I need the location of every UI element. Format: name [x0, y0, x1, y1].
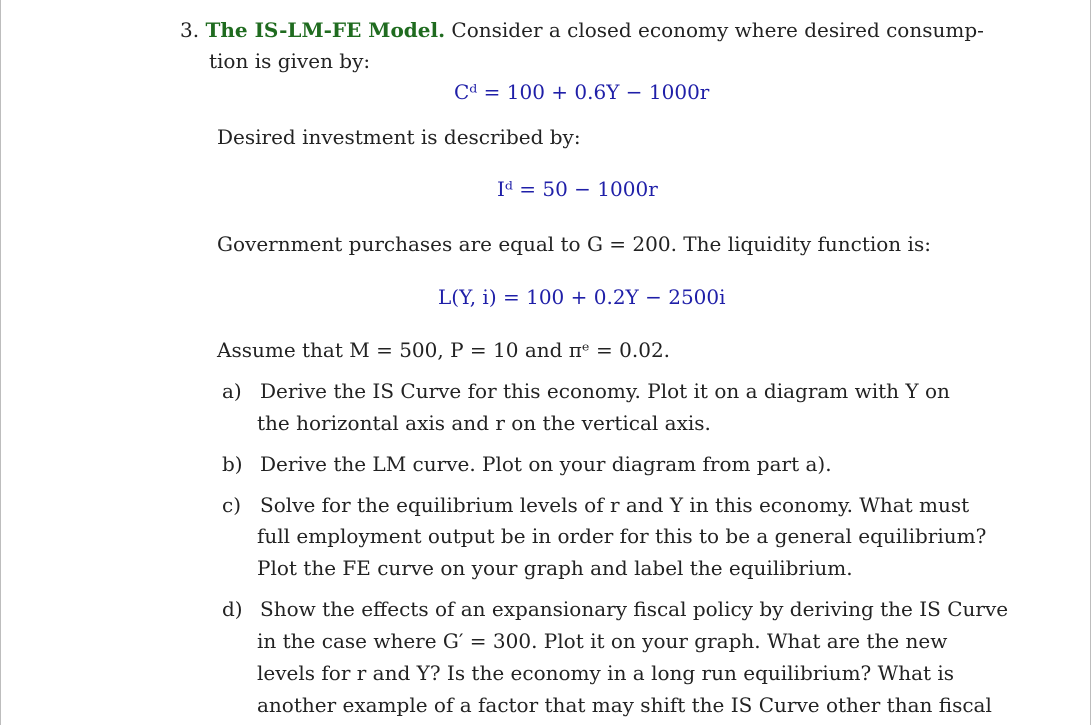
- item-a-line-2: the horizontal axis and r on the vertical axis.: [257, 411, 711, 435]
- intro-line-1: Consider a closed economy where desired consump-: [451, 18, 984, 42]
- item-c-line-1: [222, 491, 969, 519]
- problem-heading: [180, 16, 984, 44]
- page-border-left: [0, 0, 1, 725]
- item-d-line-4: another example of a factor that may shift the IS Curve other than fiscal: [257, 693, 992, 717]
- intro-line-2: tion is given by:: [209, 49, 371, 73]
- investment-equation: Iᵈ = 50 − 1000r: [497, 177, 658, 201]
- item-d-line-3: levels for r and Y? Is the economy in a long run equilibrium? What is: [257, 661, 955, 685]
- item-b-line-1: [222, 450, 832, 478]
- item-b-label: b): [222, 452, 243, 476]
- item-c-label: c): [222, 493, 242, 517]
- item-c-line-3: Plot the FE curve on your graph and label the equilibrium.: [257, 556, 853, 580]
- item-d-text-1: Show the effects of an expansionary fiscal policy by deriving the IS Curve: [260, 597, 1009, 621]
- item-d-label: d): [222, 597, 243, 621]
- consumption-equation: Cᵈ = 100 + 0.6Y − 1000r: [454, 80, 710, 104]
- item-c-text-1: Solve for the equilibrium levels of r and Y in this economy. What must: [260, 493, 970, 517]
- liquidity-equation: L(Y, i) = 100 + 0.2Y − 2500i: [438, 285, 726, 309]
- investment-intro: Desired investment is described by:: [217, 125, 581, 149]
- problem-number: 3.: [180, 18, 200, 42]
- item-a-text-1: Derive the IS Curve for this economy. Plot it on a diagram with Y on: [260, 379, 950, 403]
- item-b-text-1: Derive the LM curve. Plot on your diagram from part a).: [260, 452, 832, 476]
- item-c-line-2: full employment output be in order for this to be a general equilibrium?: [257, 524, 987, 548]
- item-d-line-1: [222, 595, 1008, 623]
- assume-line: Assume that M = 500, P = 10 and πᵉ = 0.02.: [217, 338, 671, 362]
- item-d-line-2: in the case where G′ = 300. Plot it on your graph. What are the new: [257, 629, 948, 653]
- item-a-label: a): [222, 379, 242, 403]
- problem-title: The IS-LM-FE Model.: [205, 18, 446, 42]
- government-line: Government purchases are equal to G = 200. The liquidity function is:: [217, 232, 931, 256]
- item-a-line-1: [222, 377, 950, 405]
